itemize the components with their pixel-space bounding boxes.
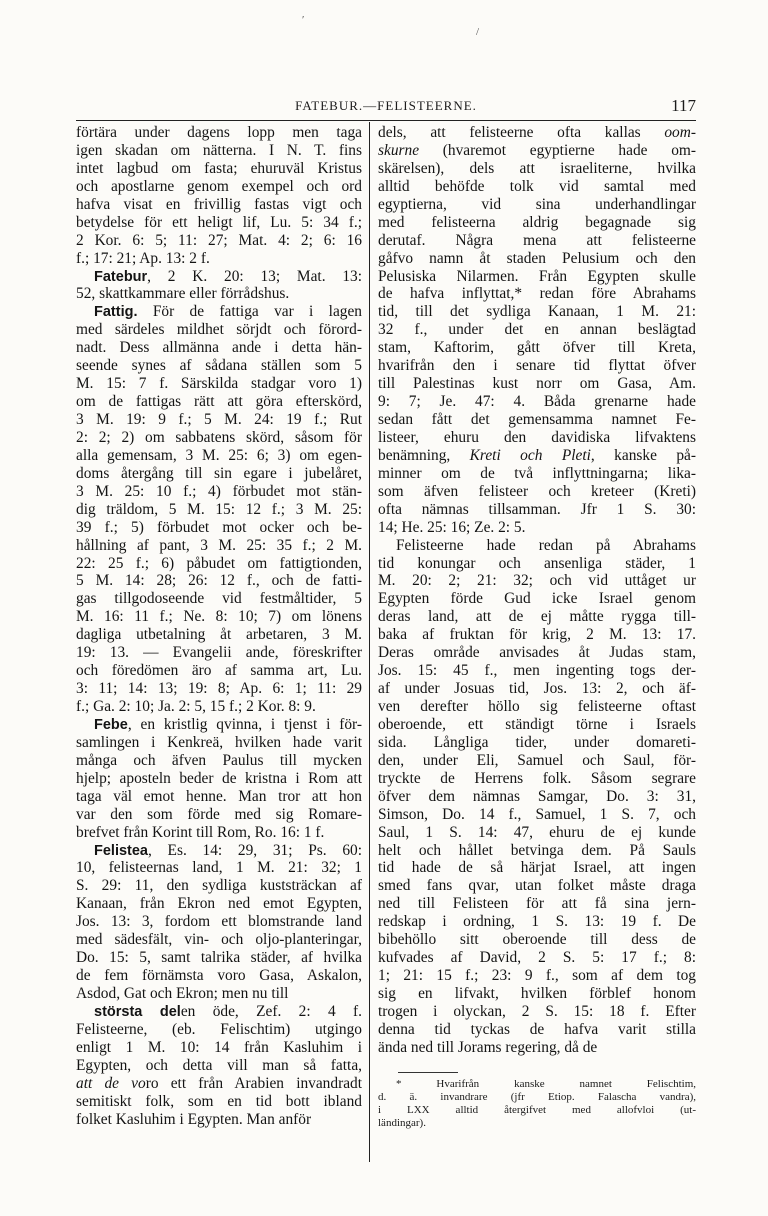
text-line: tryckte de Herrens folk. Såsom segrare xyxy=(378,769,696,787)
text-line: taga väl emot henne. Man tror att hon xyxy=(76,787,362,805)
text-line: Pelusiska Nilarmen. Från Egypten skulle xyxy=(378,267,696,285)
text-line: öfver dem nämnas Samgar, Do. 3: 31, xyxy=(378,787,696,805)
scan-mark: ′ xyxy=(302,14,305,26)
text-line: M. 20: 2; 21: 32; och vid uttåget ur xyxy=(378,572,696,590)
left-column xyxy=(76,124,362,1129)
footnote-line: i LXX alltid återgifvet med allofvloi (ut- xyxy=(378,1104,696,1116)
text-line: Fatebur, 2 K. 20: 13; Mat. 13: xyxy=(94,267,362,285)
text-line: 3 M. 19: 9 f.; 5 M. 24: 19 f.; Rut xyxy=(76,411,362,428)
text-line: och apostlarne genom exempel och ord xyxy=(76,177,362,195)
text-line: kufvades af David, 2 S. 5: 17 f.; 8: xyxy=(378,949,696,967)
text-line: Jos. 13: 3, fordom ett blomstrande land xyxy=(76,913,362,931)
text-line: till Palestinas kust norr om Gasa, Am. xyxy=(378,375,696,393)
text-line: trogen i olyckan, 2 S. 15: 18 f. Efter xyxy=(378,1002,696,1020)
text-line: Do. 15: 5, samt talrika städer, af hvilka xyxy=(76,949,362,967)
text-line: 10, felisteernas land, 1 M. 21: 32; 1 xyxy=(76,859,362,877)
text-line: hållning af pant, 3 M. 25: 35 f.; 2 M. xyxy=(76,536,362,554)
text-line: redskap i ordning, 1 S. 13: 19 f. De xyxy=(378,913,696,931)
text-line: hjelp; aposteln beder de kristna i Rom att xyxy=(76,769,362,787)
text-line: skärelsen), dels att israeliterne, hvilka xyxy=(378,159,696,177)
text-line: sedan fått det gemensamma namnet Fe- xyxy=(378,411,696,428)
footnote-line: d. ä. invandrare (jfr Etiop. Falascha vandra), xyxy=(378,1091,696,1103)
text-line: Saul, 1 S. 14: 47, ehuru de ej kunde xyxy=(378,823,696,841)
text-line: hvarifrån den i senare tid flyttat öfver xyxy=(378,357,696,375)
text-line: dig träldom, 5 M. 15: 12 f.; 3 M. 25: xyxy=(76,500,362,518)
text-line: M. 15: 7 f. Särskilda stadgar voro 1) xyxy=(76,375,362,393)
text-line: förtära under dagens lopp men taga xyxy=(76,124,362,141)
text-line: Egypten, och detta vill man så fatta, xyxy=(76,1056,362,1074)
text-line: Asdod, Gat och Ekron; men nu till xyxy=(76,985,289,1002)
text-line: 3: 11; 14: 13; 19: 8; Ap. 6: 1; 11: 29 xyxy=(76,680,362,698)
text-line: tid konungar och ansenliga städer, 1 xyxy=(378,554,696,572)
page-header xyxy=(76,96,696,116)
text-line: oberoende, ett ständigt törne i Israels xyxy=(378,715,696,733)
text-line: betydelse för ett heligt lif, Lu. 5: 34 f.; xyxy=(76,213,362,231)
text-line: 2: 2; 2) om sabbatens skörd, såsom för xyxy=(76,428,362,446)
header-rule xyxy=(76,120,696,121)
text-line: folket Kasluhim i Egypten. Man anför xyxy=(76,1110,312,1128)
text-line: doms återgång till sin egare i jubelåret, xyxy=(76,464,362,482)
text-line: alla gemensam, 3 M. 25: 6; 3) om egen- xyxy=(76,446,362,464)
text-line: deras land, att de ej måtte rygga till- xyxy=(378,608,696,626)
text-line: S. 29: 11, den sydliga kuststräckan af xyxy=(76,877,362,895)
text-line: smed fans qvar, utan folket måste draga xyxy=(378,877,696,895)
text-line: 52, skattkammare eller förrådshus. xyxy=(76,285,290,303)
text-line: benämning, Kreti och Pleti, kanske på- xyxy=(378,446,696,464)
text-line: 32 f., under det en annan beslägtad xyxy=(378,321,696,339)
text-line: om de fattigas rätt att göra efterskörd, xyxy=(76,393,362,411)
text-line: minner om de två inflyttningarna; lika- xyxy=(378,464,696,482)
text-line: nadt. Dess allmänna ande i detta hän- xyxy=(76,339,362,357)
text-line: hafva visat en frivillig fastas vigt och xyxy=(76,195,362,213)
text-line: alltid behöfde tolk vid samtal med xyxy=(378,177,696,195)
text-line: f.; Ga. 2: 10; Ja. 2: 5, 15 f.; 2 Kor. 8: 9. xyxy=(76,698,316,715)
text-line: 19: 13. — Evangelii ande, föreskrifter xyxy=(76,644,362,662)
text-line: stam, Kaftorim, gått öfver till Kreta, xyxy=(378,339,696,357)
text-line: 1; 21: 15 f.; 23: 9 f., som af dem tog xyxy=(378,967,696,985)
text-line: denna tid tyckas de hafva varit stilla xyxy=(378,1020,696,1038)
text-line: med sädesfält, vin- och oljo-planteringar, xyxy=(76,931,362,949)
running-title: FATEBUR.—FELISTEERNE. xyxy=(295,98,477,113)
text-line: ned till Felisteen för att få sina jern- xyxy=(378,895,696,913)
right-column xyxy=(378,124,696,1057)
text-line: tid hade de så härjat Israel, att ingen xyxy=(378,859,696,877)
text-line: ven derefter höllo sig felisteerne oftast xyxy=(378,698,696,715)
footnote-rule xyxy=(398,1072,458,1073)
text-line: med felisteerna aldrig begagnade sig xyxy=(378,213,696,231)
text-line: Deras område anvisades åt Judas stam, xyxy=(378,644,696,662)
text-line: listeer, ehuru den davidiska lifvaktens xyxy=(378,428,696,446)
text-line: helt och hållet betvinga dem. På Sauls xyxy=(378,841,696,859)
text-line: dagliga utbetalning åt arbetaren, 3 M. xyxy=(76,626,362,644)
text-line: samlingen i Kenkreä, hvilken hade varit xyxy=(76,733,362,751)
text-line: Fattig. För de fattiga var i lagen xyxy=(94,303,362,321)
text-line: som äfven felisteer och kreteer (Kreti) xyxy=(378,482,696,500)
text-line: 3 M. 25: 10 f.; 4) förbudet mot stän- xyxy=(76,482,362,500)
text-line: enligt 1 M. 10: 14 från Kasluhim i xyxy=(76,1038,362,1056)
text-line: 5 M. 14: 28; 26: 12 f., och de fatti- xyxy=(76,572,362,590)
text-line: tid, till det sydliga Kanaan, 1 M. 21: xyxy=(378,303,696,321)
footnote-line: * Hvarifrån kanske namnet Felischtim, xyxy=(396,1078,696,1090)
text-line: Felisteerne, (eb. Felischtim) utgingo xyxy=(76,1020,362,1038)
text-line: 39 f.; 5) förbudet mot ocker och be- xyxy=(76,518,362,536)
text-line: baka af fruktan för krig, 2 M. 13: 17. xyxy=(378,626,696,644)
text-line: af under Josuas tid, Jos. 13: 2, och äf- xyxy=(378,680,696,698)
text-line: de hafva inflyttat,* redan före Abrahams xyxy=(378,285,696,303)
text-line: var den som förde med sig Romare- xyxy=(76,805,362,823)
text-line: sida. Långliga tider, under domareti- xyxy=(378,733,696,751)
text-line: gas tillgodoseende vid festmåltider, 5 xyxy=(76,590,362,608)
text-line: semitiskt folk, som en tid bott ibland xyxy=(76,1092,362,1110)
text-line: f.; 17: 21; Ap. 13: 2 f. xyxy=(76,249,210,267)
text-line: 14; He. 25: 16; Ze. 2: 5. xyxy=(378,518,526,536)
text-line: Febe, en kristlig qvinna, i tjenst i för- xyxy=(94,715,362,733)
text-line: 9: 7; Je. 47: 4. Båda grenarne hade xyxy=(378,393,696,411)
text-line: största delen öde, Zef. 2: 4 f. xyxy=(94,1002,362,1020)
text-line: Felisteerne hade redan på Abrahams xyxy=(396,536,696,554)
text-line: brefvet från Korint till Rom, Ro. 16: 1 f. xyxy=(76,823,325,841)
text-line: M. 16: 11 f.; Ne. 8: 10; 7) om lönens xyxy=(76,608,362,626)
text-line: sig en lifvakt, hvilken förblef honom xyxy=(378,985,696,1002)
text-line: 22: 25 f.; 6) påbudet om fattigtionden, xyxy=(76,554,362,572)
text-line: ofta nämnas tillsamman. Jfr 1 S. 30: xyxy=(378,500,696,518)
text-line: den, under Eli, Samuel och Saul, för- xyxy=(378,751,696,769)
page-number: 117 xyxy=(671,96,696,115)
footnote-line: ländingar). xyxy=(378,1117,426,1129)
text-line: igen skadan om nätterna. I N. T. fins xyxy=(76,141,362,159)
text-line: Felistea, Es. 14: 29, 31; Ps. 60: xyxy=(94,841,362,859)
text-line: dels, att felisteerne ofta kallas oom- xyxy=(378,124,696,141)
text-line: gåfvo namn åt staden Pelusium och den xyxy=(378,249,696,267)
text-line: skurne (hvaremot egyptierne hade om- xyxy=(378,141,696,159)
text-line: 2 Kor. 6: 5; 11: 27; Mat. 4: 2; 6: 16 xyxy=(76,231,362,249)
text-line: att de voro ett från Arabien invandradt xyxy=(76,1074,362,1092)
text-line: seende synes af sådana ställen som 5 xyxy=(76,357,362,375)
text-line: Jos. 15: 45 f., men ingenting togs der- xyxy=(378,662,696,680)
text-line: med särdeles mildhet sörjdt och förord- xyxy=(76,321,362,339)
text-line: ända ned till Jorams regering, då de xyxy=(378,1038,598,1056)
scan-mark: / xyxy=(476,26,480,38)
text-line: och föredömen äro af samma art, Lu. xyxy=(76,662,362,680)
text-line: många och äfven Paulus till mycken xyxy=(76,751,362,769)
text-line: Kanaan, från Ekron ned emot Egypten, xyxy=(76,895,362,913)
text-line: de fem förnämsta voro Gasa, Askalon, xyxy=(76,967,362,985)
text-line: bibehöllo sitt oberoende till dess de xyxy=(378,931,696,949)
text-line: egyptierna, vid sina underhandlingar xyxy=(378,195,696,213)
text-line: derutaf. Några mena att felisteerne xyxy=(378,231,696,249)
text-line: Simson, Do. 14 f., Samuel, 1 S. 7, och xyxy=(378,805,696,823)
text-line: intet lagbud om fasta; ehuruväl Kristus xyxy=(76,159,362,177)
column-divider xyxy=(369,122,370,1162)
footnote xyxy=(378,1078,696,1130)
text-line: Egypten förde Gud icke Israel genom xyxy=(378,590,696,608)
